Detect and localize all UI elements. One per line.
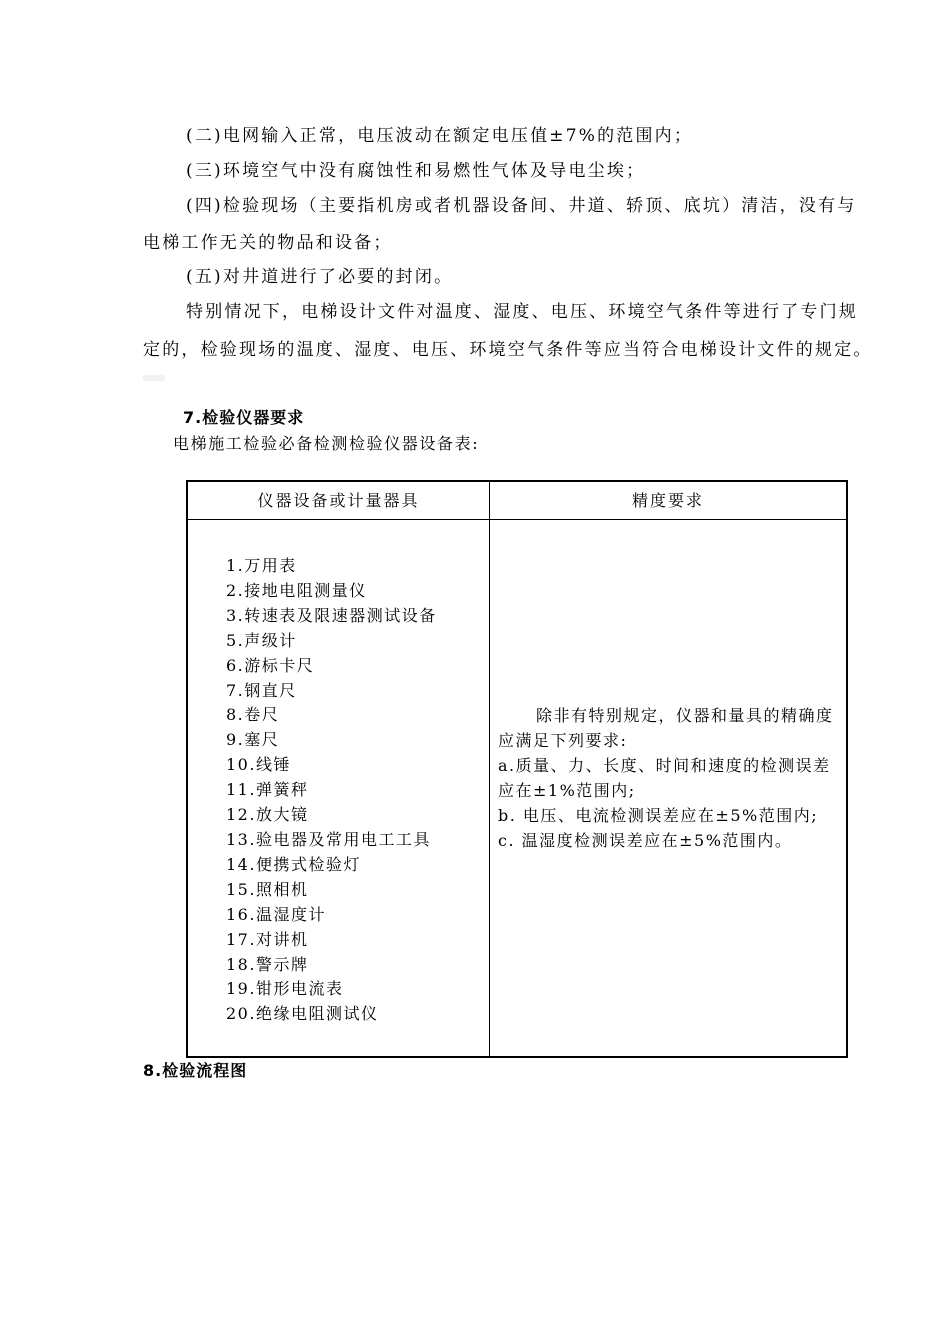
list-item: 19.钳形电流表 <box>226 979 344 999</box>
accuracy-item-c: c. 温湿度检测误差应在±5%范围内。 <box>498 830 793 850</box>
paragraph-power-supply: (二)电网输入正常，电压波动在额定电压值±7%的范围内； <box>186 126 694 146</box>
list-item: 9.塞尺 <box>226 730 280 750</box>
list-item: 18.警示牌 <box>226 954 309 974</box>
list-item: 16.温湿度计 <box>226 904 326 924</box>
list-item: 6.游标卡尺 <box>226 655 315 675</box>
header-instruments: 仪器设备或计量器具 <box>257 491 420 510</box>
section-7-intro: 电梯施工检验必备检测检验仪器设备表: <box>173 434 480 453</box>
list-item: 13.验电器及常用电工工具 <box>226 829 431 849</box>
paragraph-hoistway-closed: (五)对井道进行了必要的封闭。 <box>186 267 454 287</box>
list-item: 3.转速表及限速器测试设备 <box>226 605 437 625</box>
section-7-heading: 7.检验仪器要求 <box>183 408 305 427</box>
paragraph-special-cases-line2: 定的，检验现场的温度、湿度、电压、环境空气条件等应当符合电梯设计文件的规定。 <box>143 340 873 360</box>
instrument-list <box>226 554 437 1027</box>
list-item: 2.接地电阻测量仪 <box>226 580 367 600</box>
accuracy-intro: 除非有特别规定，仪器和量具的精确度应满足下列要求: <box>498 706 834 750</box>
paragraph-site-clean-line2: 电梯工作无关的物品和设备； <box>143 233 393 253</box>
header-accuracy: 精度要求 <box>631 491 704 510</box>
accuracy-item-b: b. 电压、电流检测误差应在±5%范围内; <box>498 805 819 825</box>
list-item: 11.弹簧秤 <box>226 780 309 800</box>
list-item: 20.绝缘电阻测试仪 <box>226 1004 379 1024</box>
list-item: 17.对讲机 <box>226 929 309 949</box>
list-item: 1.万用表 <box>226 556 297 575</box>
paragraph-special-cases-line1: 特别情况下，电梯设计文件对温度、湿度、电压、环境空气条件等进行了专门规 <box>186 302 858 322</box>
list-item: 12.放大镜 <box>226 805 309 825</box>
list-item: 5.声级计 <box>226 630 297 650</box>
list-item: 8.卷尺 <box>226 705 280 725</box>
accuracy-requirements <box>498 704 840 853</box>
table-header-row <box>188 482 846 520</box>
list-item: 7.钢直尺 <box>226 680 297 700</box>
list-item: 14.便携式检验灯 <box>226 854 361 874</box>
instrument-table <box>186 480 848 1058</box>
section-8-heading: 8.检验流程图 <box>143 1061 248 1080</box>
accuracy-item-a: a.质量、力、长度、时间和速度的检测误差应在±1%范围内; <box>498 755 831 800</box>
faint-scan-mark <box>143 375 165 381</box>
list-item: 15.照相机 <box>226 879 309 899</box>
column-divider <box>489 482 490 1056</box>
paragraph-ambient-air: (三)环境空气中没有腐蚀性和易燃性气体及导电尘埃； <box>186 161 646 181</box>
list-item: 10.线锤 <box>226 755 291 775</box>
paragraph-site-clean-line1: (四)检验现场（主要指机房或者机器设备间、井道、轿顶、底坑）清洁，没有与 <box>186 196 857 216</box>
